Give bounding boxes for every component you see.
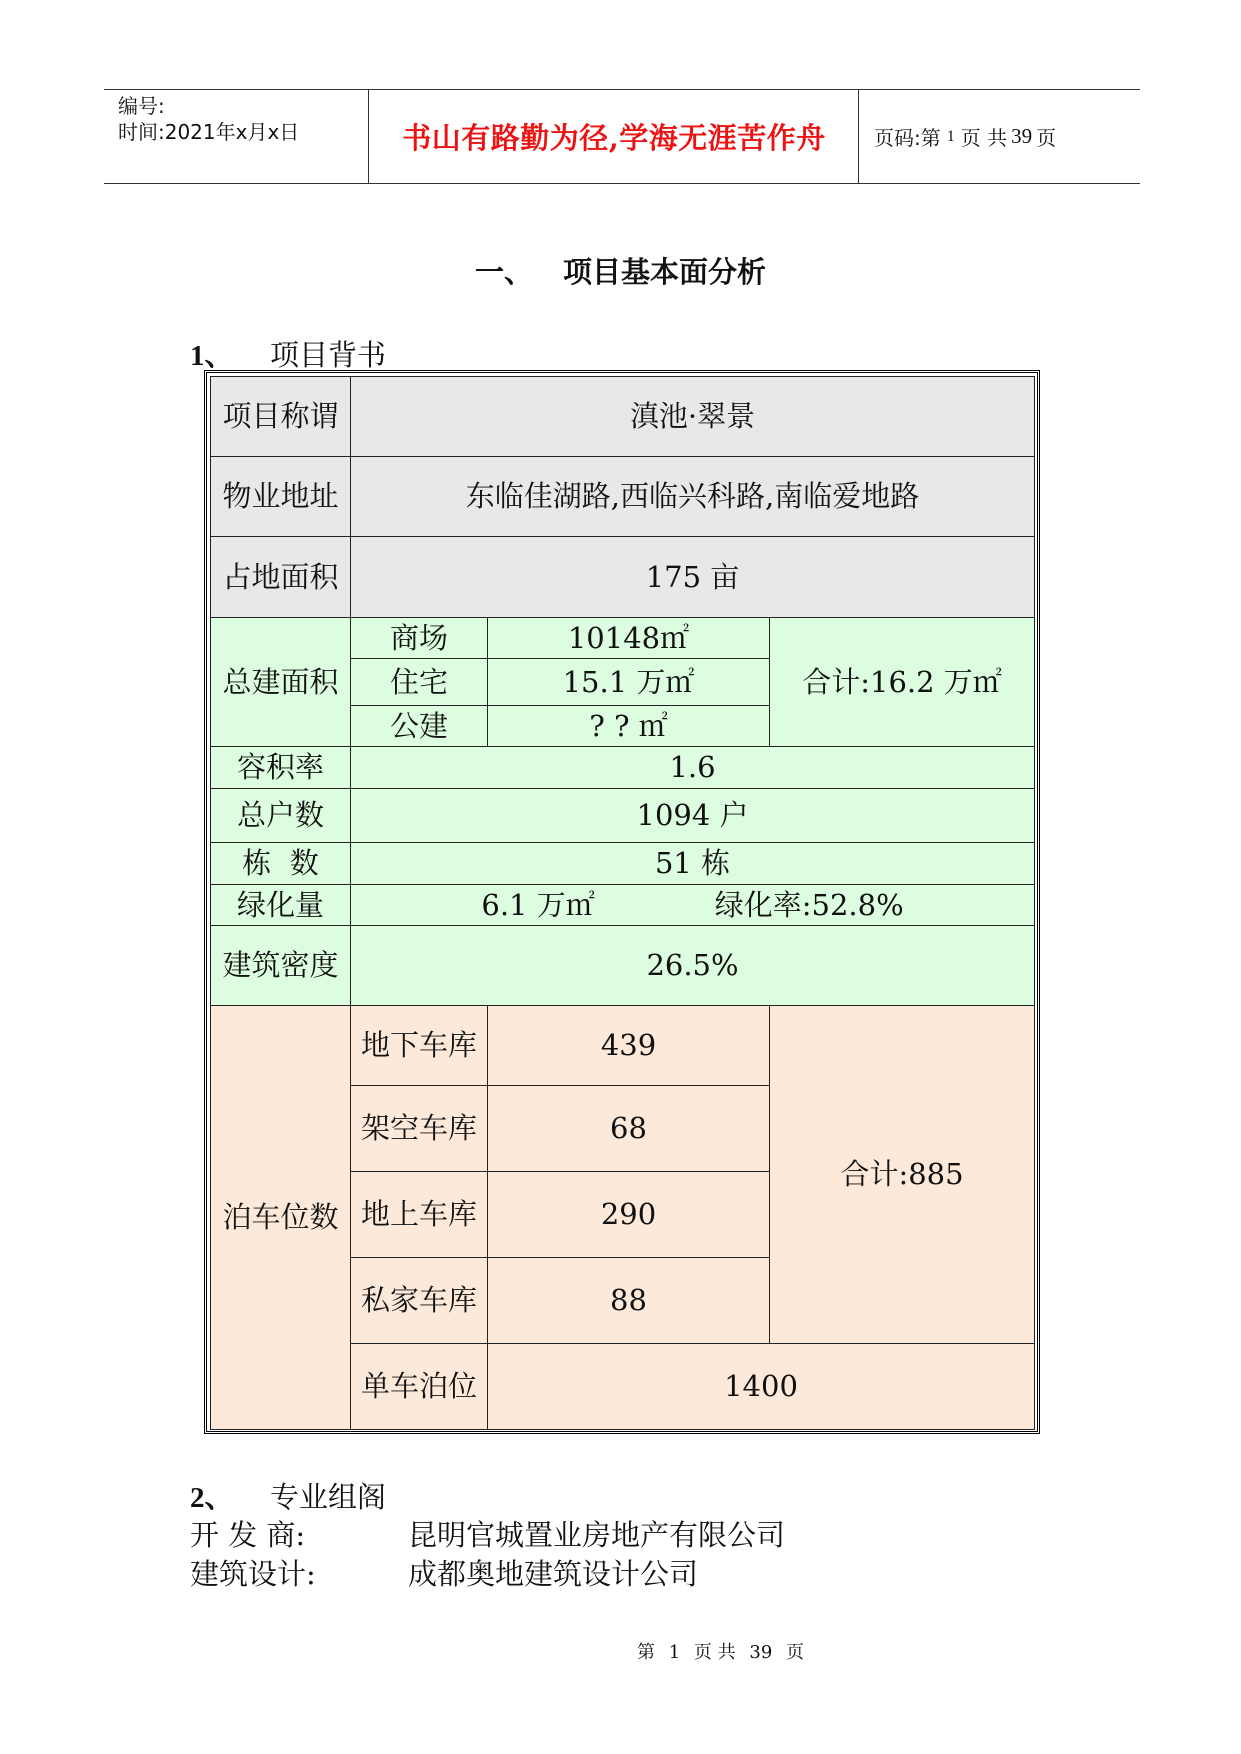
team-label: 开 发 商: bbox=[190, 1518, 306, 1552]
density: 26.5% bbox=[351, 926, 1035, 1006]
build-row-value: ? ? ㎡ bbox=[488, 706, 770, 747]
chapter-number: 一、 bbox=[474, 255, 533, 289]
footer-mid: 页 共 bbox=[693, 1642, 736, 1663]
page-total: 39 bbox=[1011, 124, 1033, 148]
header-motto: 书山有路勤为径,学海无涯苦作舟 bbox=[370, 90, 859, 183]
build-row-label: 公建 bbox=[351, 706, 488, 747]
build-area-label: 总建面积 bbox=[211, 618, 351, 747]
single-parking-label: 单车泊位 bbox=[351, 1344, 488, 1430]
team-architect bbox=[190, 1552, 698, 1593]
buildings: 51 栋 bbox=[351, 843, 1035, 885]
parking-row-value: 439 bbox=[488, 1006, 770, 1086]
section-2-number: 2、 bbox=[190, 1482, 234, 1514]
project-name: 滇池·翠景 bbox=[351, 377, 1035, 457]
header-page-info bbox=[860, 90, 1140, 183]
plot-ratio-label: 容积率 bbox=[211, 747, 351, 789]
single-parking-value: 1400 bbox=[488, 1344, 1035, 1430]
green-amount: 6.1 万㎡ bbox=[481, 887, 595, 922]
build-area-total: 合计:16.2 万㎡ bbox=[770, 618, 1035, 747]
build-row-label: 商场 bbox=[351, 618, 488, 659]
team-value: 昆明官城置业房地产有限公司 bbox=[408, 1518, 786, 1552]
page-current: 1 bbox=[946, 127, 955, 145]
section-1-title: 项目背书 bbox=[270, 338, 387, 372]
footer-current: 1 bbox=[668, 1642, 681, 1663]
green-values bbox=[351, 885, 1035, 926]
header-meta bbox=[104, 90, 369, 183]
buildings-label: 栋 数 bbox=[211, 843, 351, 885]
address: 东临佳湖路,西临兴科路,南临爱地路 bbox=[351, 457, 1035, 537]
land-area-label: 占地面积 bbox=[211, 537, 351, 618]
address-label: 物业地址 bbox=[211, 457, 351, 537]
page-suffix: 页 bbox=[1036, 126, 1057, 150]
density-label: 建筑密度 bbox=[211, 926, 351, 1006]
chapter-heading bbox=[0, 250, 1241, 291]
parking-row-value: 68 bbox=[488, 1086, 770, 1172]
parking-row-label: 地下车库 bbox=[351, 1006, 488, 1086]
parking-row-value: 290 bbox=[488, 1172, 770, 1258]
project-name-label: 项目称谓 bbox=[211, 377, 351, 457]
parking-row-value: 88 bbox=[488, 1258, 770, 1344]
parking-row-label: 私家车库 bbox=[351, 1258, 488, 1344]
document-number-label: 编号: bbox=[118, 94, 165, 118]
chapter-title: 项目基本面分析 bbox=[562, 255, 766, 289]
build-row-value: 15.1 万㎡ bbox=[488, 659, 770, 706]
footer-suffix: 页 bbox=[786, 1642, 805, 1663]
footer-total: 39 bbox=[749, 1642, 773, 1663]
page-footer bbox=[0, 1638, 1241, 1664]
parking-row-label: 地上车库 bbox=[351, 1172, 488, 1258]
section-2-title: 专业组阁 bbox=[270, 1480, 387, 1514]
page-mid: 页 共 bbox=[960, 126, 1008, 150]
footer-pre: 第 bbox=[636, 1642, 655, 1663]
section-1-number: 1、 bbox=[190, 340, 234, 372]
page-prefix: 页码:第 bbox=[874, 126, 941, 150]
team-value: 成都奥地建筑设计公司 bbox=[408, 1557, 699, 1591]
households: 1094 户 bbox=[351, 789, 1035, 843]
section-2-heading bbox=[190, 1475, 386, 1516]
parking-total: 合计:885 bbox=[770, 1006, 1035, 1344]
green-rate: 绿化率:52.8% bbox=[714, 887, 904, 922]
project-spec-table bbox=[204, 370, 1040, 1434]
land-area: 175 亩 bbox=[351, 537, 1035, 618]
parking-label: 泊车位数 bbox=[211, 1006, 351, 1430]
households-label: 总户数 bbox=[211, 789, 351, 843]
plot-ratio: 1.6 bbox=[351, 747, 1035, 789]
parking-row-label: 架空车库 bbox=[351, 1086, 488, 1172]
section-1-heading bbox=[190, 333, 386, 374]
build-row-value: 10148㎡ bbox=[488, 618, 770, 659]
build-row-label: 住宅 bbox=[351, 659, 488, 706]
team-developer bbox=[190, 1513, 785, 1554]
page-header bbox=[104, 89, 1140, 184]
team-label: 建筑设计: bbox=[190, 1557, 316, 1591]
document-time: 时间:2021年x月x日 bbox=[118, 120, 300, 144]
green-label: 绿化量 bbox=[211, 885, 351, 926]
